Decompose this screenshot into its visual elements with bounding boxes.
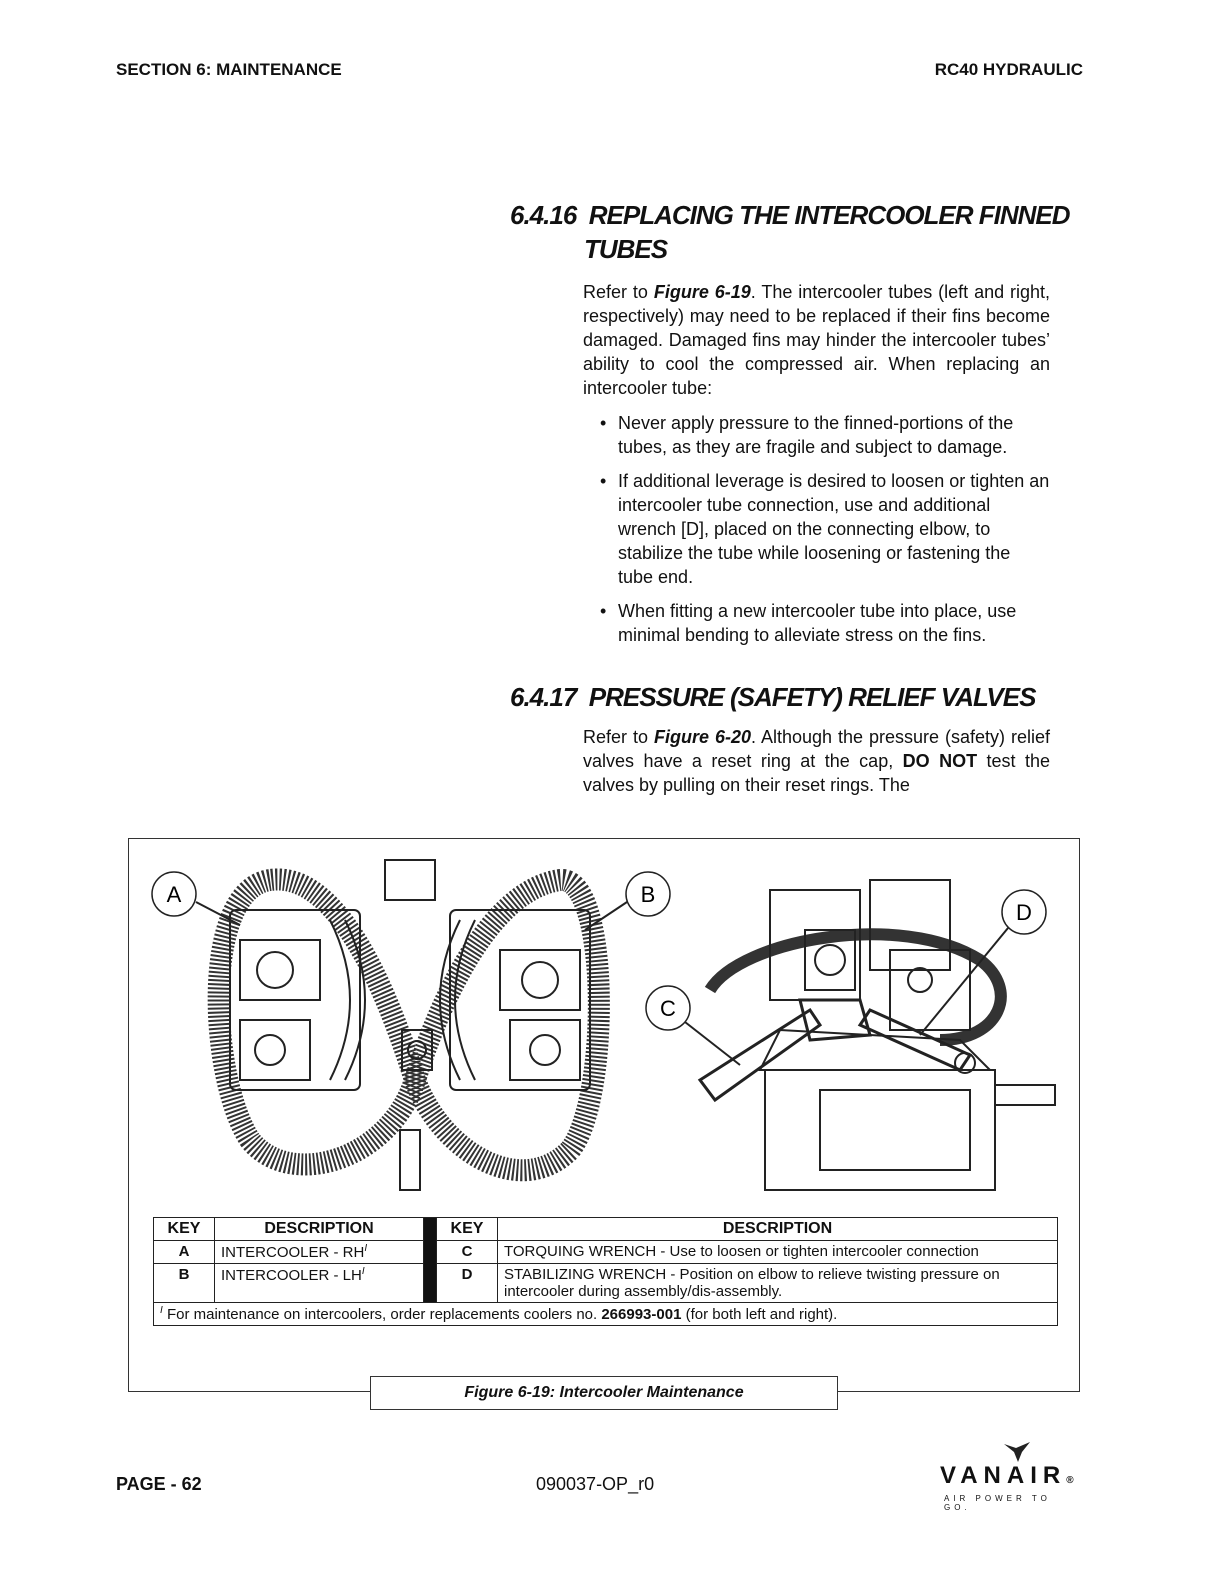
bullet: • <box>600 413 607 433</box>
table-row <box>154 1241 1058 1264</box>
figure-ref-link[interactable]: Figure 6-20 <box>653 727 751 747</box>
para-text: Refer to <box>583 282 654 302</box>
callout-d-label: D <box>1016 900 1032 925</box>
callout-b-label: B <box>640 882 656 907</box>
bullet-list <box>600 411 1050 657</box>
list-item-text: If additional leverage is desired to loosen or tighten an intercooler tube connection, use and additional wrench [D], placed on the connecting elbow, to stabilize the tube while loosening or fastening the tube end. <box>618 471 1050 587</box>
bullet: • <box>600 471 607 491</box>
warning-text: DO NOT <box>902 751 978 771</box>
footnote-mark: I <box>361 1266 365 1277</box>
callout-a-label: A <box>166 882 182 907</box>
brand-tagline: AIR POWER TO GO. <box>944 1494 1051 1512</box>
description-cell: STABILIZING WRENCH - Position on elbow to relieve twisting pressure on intercooler during assembly/dis-assembly. <box>498 1264 1058 1303</box>
compressor-top-view-drawing <box>219 860 599 1190</box>
section-header: SECTION 6: MAINTENANCE <box>116 60 342 79</box>
brand-name: VANAIR® <box>940 1462 1074 1489</box>
key-cell: D <box>437 1264 498 1303</box>
figure-caption: Figure 6-19: Intercooler Maintenance <box>370 1376 838 1410</box>
part-number: 266993-001 <box>601 1306 682 1323</box>
section-number: 6.4.17 <box>510 682 577 712</box>
para-text: . Although the pressure (safety) relief valves have a reset ring at the cap, <box>583 727 1051 771</box>
table-row <box>154 1264 1058 1303</box>
callout-a <box>152 872 240 925</box>
footnote-mark: I <box>160 1305 163 1316</box>
section-heading-6-4-16 <box>510 198 1070 266</box>
figure-ref-link[interactable]: Figure 6-19 <box>653 282 751 302</box>
key-cell: C <box>437 1241 498 1264</box>
col-header-key: KEY <box>437 1218 498 1241</box>
vanair-bird-icon <box>1002 1440 1032 1464</box>
table-note: $^I$ For maintenance on intercoolers, order replacements coolers no. 266993-001 (for both left and right). <box>154 1303 1058 1326</box>
col-header-description: DESCRIPTION <box>215 1218 424 1241</box>
section-heading-6-4-17 <box>510 680 1070 714</box>
list-item <box>600 411 1050 459</box>
intercooler-illustration <box>140 850 1070 1200</box>
bullet: • <box>600 601 607 621</box>
key-table <box>153 1217 1058 1326</box>
section-title-cont: TUBES <box>584 234 668 264</box>
key-cell: B <box>154 1264 215 1303</box>
table-note-row <box>154 1303 1058 1326</box>
description-cell: INTERCOOLER - $LH^I$ <box>215 1264 424 1303</box>
description-cell: TORQUING WRENCH - Use to loosen or tighten intercooler connection <box>498 1241 1058 1264</box>
callout-c-label: C <box>660 996 676 1021</box>
col-header-key: KEY <box>154 1218 215 1241</box>
para-text: test the valves by pulling on their reset rings. The <box>583 751 1050 795</box>
table-header-row <box>154 1218 1058 1241</box>
vanair-logo <box>940 1440 1080 1510</box>
footnote-mark: I <box>364 1243 368 1254</box>
section-number: 6.4.16 <box>510 200 577 230</box>
product-header: RC40 HYDRAULIC <box>934 60 1083 79</box>
para-text: Refer to <box>583 727 654 747</box>
document-id: 090037-OP_r0 <box>536 1474 655 1494</box>
list-item-text: When fitting a new intercooler tube into place, use minimal bending to alleviate stress on the fins. <box>618 601 1017 645</box>
key-cell: A <box>154 1241 215 1264</box>
para-text: . The intercooler tubes (left and right, respectively) may need to be replaced if their fins become damaged. Damaged fins may hinder the intercooler tubes’ ability to cool the compressed air. When replacing an intercooler tube: <box>583 282 1051 398</box>
callout-c <box>646 986 740 1065</box>
list-item <box>600 599 1050 647</box>
table-divider <box>424 1218 437 1303</box>
section-paragraph <box>583 280 1050 400</box>
list-item-text: Never apply pressure to the finned-portions of the tubes, as they are fragile and subject to damage. <box>618 413 1014 457</box>
col-header-description: DESCRIPTION <box>498 1218 1058 1241</box>
page-number: PAGE - 62 <box>116 1474 202 1494</box>
list-item <box>600 469 1050 589</box>
section-paragraph <box>583 725 1050 797</box>
callout-b <box>585 872 670 930</box>
section-title: REPLACING THE INTERCOOLER FINNED <box>588 200 1070 230</box>
key-table-wrap <box>153 1217 1058 1326</box>
section-title: PRESSURE (SAFETY) RELIEF VALVES <box>588 682 1036 712</box>
compressor-side-view-drawing <box>700 880 1055 1190</box>
description-cell: INTERCOOLER - $RH^I$ <box>215 1241 424 1264</box>
